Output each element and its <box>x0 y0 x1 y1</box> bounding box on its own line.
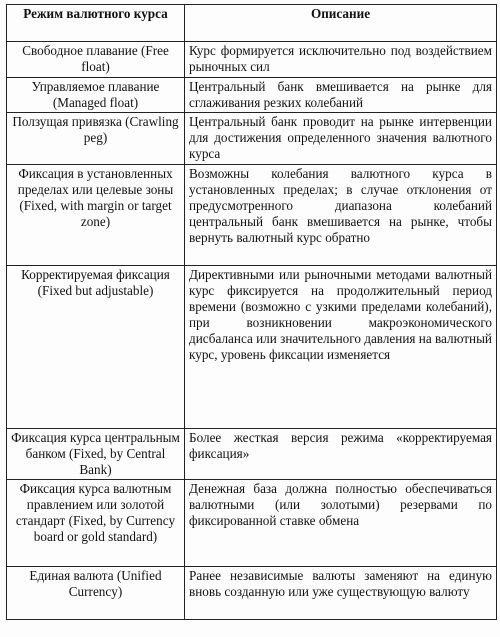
regime-cell: Фиксация курса центральным банком (Fixed, by Central Bank) <box>7 429 185 480</box>
table-row <box>7 429 497 480</box>
table-row <box>7 266 497 429</box>
header-description: Описание <box>185 5 497 42</box>
exchange-rate-regimes-table <box>6 4 497 620</box>
table-row <box>7 567 497 620</box>
table-row <box>7 113 497 165</box>
regime-cell: Фиксация в установленных пределах или целевые зоны (Fixed, with margin or target zone) <box>7 165 185 266</box>
regime-cell: Ползущая привязка (Crawling peg) <box>7 113 185 165</box>
table-header-row <box>7 5 497 42</box>
description-cell: Центральный банк вмешивается на рынке для сглаживания резких колебаний <box>185 78 497 113</box>
description-cell: Центральный банк проводит на рынке интервенции для достижения определенного значения валютного курса <box>185 113 497 165</box>
description-cell: Денежная база должна полностью обеспечиваться валютными (или золотыми) резервами по фиксированной ставке обмена <box>185 480 497 567</box>
description-cell: Более жесткая версия режима «корректируемая фиксация» <box>185 429 497 480</box>
description-cell: Директивными или рыночными методами валютный курс фиксируется на продолжительный период времени (возможно с узкими пределами колебаний), при возникновении макроэкономического дисбаланса или значительного давления на валютный курс, уровень фиксации изменяется <box>185 266 497 429</box>
header-regime: Режим валютного курса <box>7 5 185 42</box>
table-row <box>7 42 497 78</box>
description-cell: Возможны колебания валютного курса в установленных пределах; в случае отклонения от предусмотренного диапазона колебаний центральный банк вмешивается на рынке, чтобы вернуть валютный курс обратно <box>185 165 497 266</box>
table-row <box>7 165 497 266</box>
table-row <box>7 78 497 113</box>
description-cell: Ранее независимые валюты заменяют на единую вновь созданную или уже существующую валюту <box>185 567 497 620</box>
regime-cell: Управляемое плавание (Managed float) <box>7 78 185 113</box>
table-row <box>7 480 497 567</box>
regime-cell: Фиксация курса валютным правлением или золотой стандарт (Fixed, by Currency board or gold standard) <box>7 480 185 567</box>
regime-cell: Свободное плавание (Free float) <box>7 42 185 78</box>
regime-cell: Единая валюта (Unified Currency) <box>7 567 185 620</box>
regime-cell: Корректируемая фиксация (Fixed but adjustable) <box>7 266 185 429</box>
description-cell: Курс формируется исключительно под воздействием рыночных сил <box>185 42 497 78</box>
